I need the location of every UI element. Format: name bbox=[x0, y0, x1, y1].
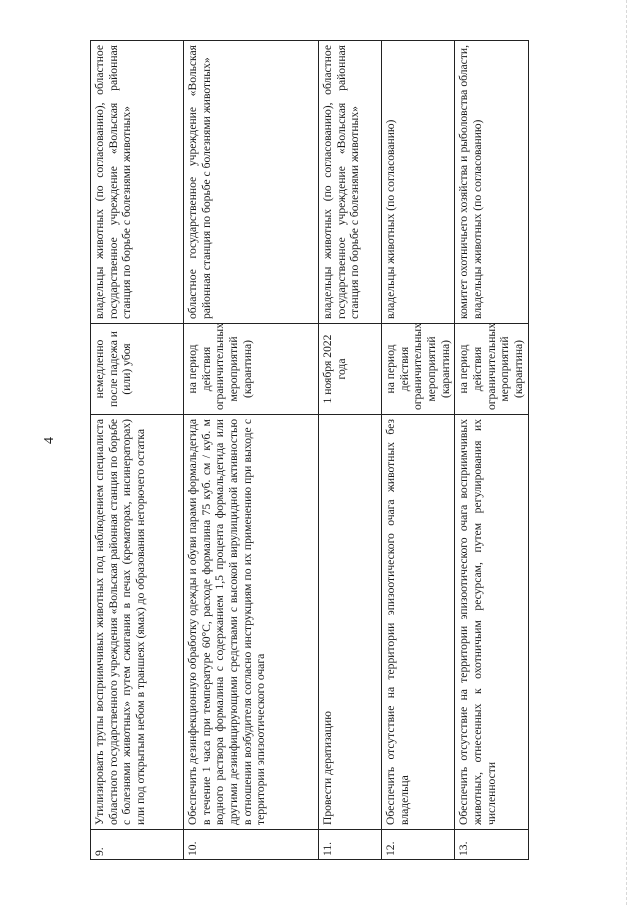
responsible-cell: областное государственное учреждение «Вольская районная станция по борьбе с болезнями животных» bbox=[184, 41, 319, 324]
action-cell: Обеспечить дезинфекционную обработку одежды и обуви парами формальдегида в течение 1 часа при температуре 60°С, расходе формалина 75 куб. см / куб. м водного раствора формалина с содержанием 1,5 процента формальдегида или другими дезинфицирующими средствами с высокой вирулицидной активностью в отношении возбудителя согласно инструкциям по их применению при выходе с территории эпизоотического очага bbox=[184, 415, 319, 830]
row-number: 13. bbox=[455, 830, 528, 860]
term-cell: немедленно после падежа и (или) убоя bbox=[91, 324, 184, 415]
action-cell: Обеспечить отсутствие на территории эпизоотического очага восприимчивых животных, отнесенных к охотничьим ресурсам, путем регулирования их численности bbox=[455, 415, 528, 830]
table-row bbox=[184, 41, 319, 860]
action-cell: Обеспечить отсутствие на территории эпизоотического очага животных без владельца bbox=[382, 415, 455, 830]
row-number: 12. bbox=[382, 830, 455, 860]
row-number: 9. bbox=[91, 830, 184, 860]
table-row bbox=[91, 41, 184, 860]
term-cell: на период действия ограничительных мероприятий (карантина) bbox=[455, 324, 528, 415]
responsible-cell: комитет охотничьего хозяйства и рыболовства области, владельцы животных (по согласованию) bbox=[455, 41, 528, 324]
term-cell: 1 ноября 2022 года bbox=[319, 324, 382, 415]
row-number: 11. bbox=[319, 830, 382, 860]
rotated-table-wrapper bbox=[90, 40, 526, 860]
responsible-cell: владельцы животных (по согласованию), областное государственное учреждение «Вольская районная станция по борьбе с болезнями животных» bbox=[319, 41, 382, 324]
term-cell: на период действия ограничительных мероприятий (карантина) bbox=[184, 324, 319, 415]
table-row bbox=[382, 41, 455, 860]
action-cell: Утилизировать трупы восприимчивых животных под наблюдением специалиста областного государственного учреждения «Вольская районная станция по борьбе с болезнями животных» путем сжигания в печах (крематорах, инсинераторах) или под открытым небом в траншеях (ямах) до образования негорючего остатка bbox=[91, 415, 184, 830]
responsible-cell: владельцы животных (по согласованию) bbox=[382, 41, 455, 324]
table-row bbox=[319, 41, 382, 860]
measures-table bbox=[90, 40, 529, 860]
table-row bbox=[455, 41, 528, 860]
term-cell: на период действия ограничительных мероприятий (карантина) bbox=[382, 324, 455, 415]
action-cell: Провести дератизацию bbox=[319, 415, 382, 830]
page-number: 4 bbox=[42, 437, 57, 444]
responsible-cell: владельцы животных (по согласованию), областное государственное учреждение «Вольская районная станция по борьбе с болезнями животных» bbox=[91, 41, 184, 324]
row-number: 10. bbox=[184, 830, 319, 860]
scan-edge-line bbox=[626, 0, 627, 905]
